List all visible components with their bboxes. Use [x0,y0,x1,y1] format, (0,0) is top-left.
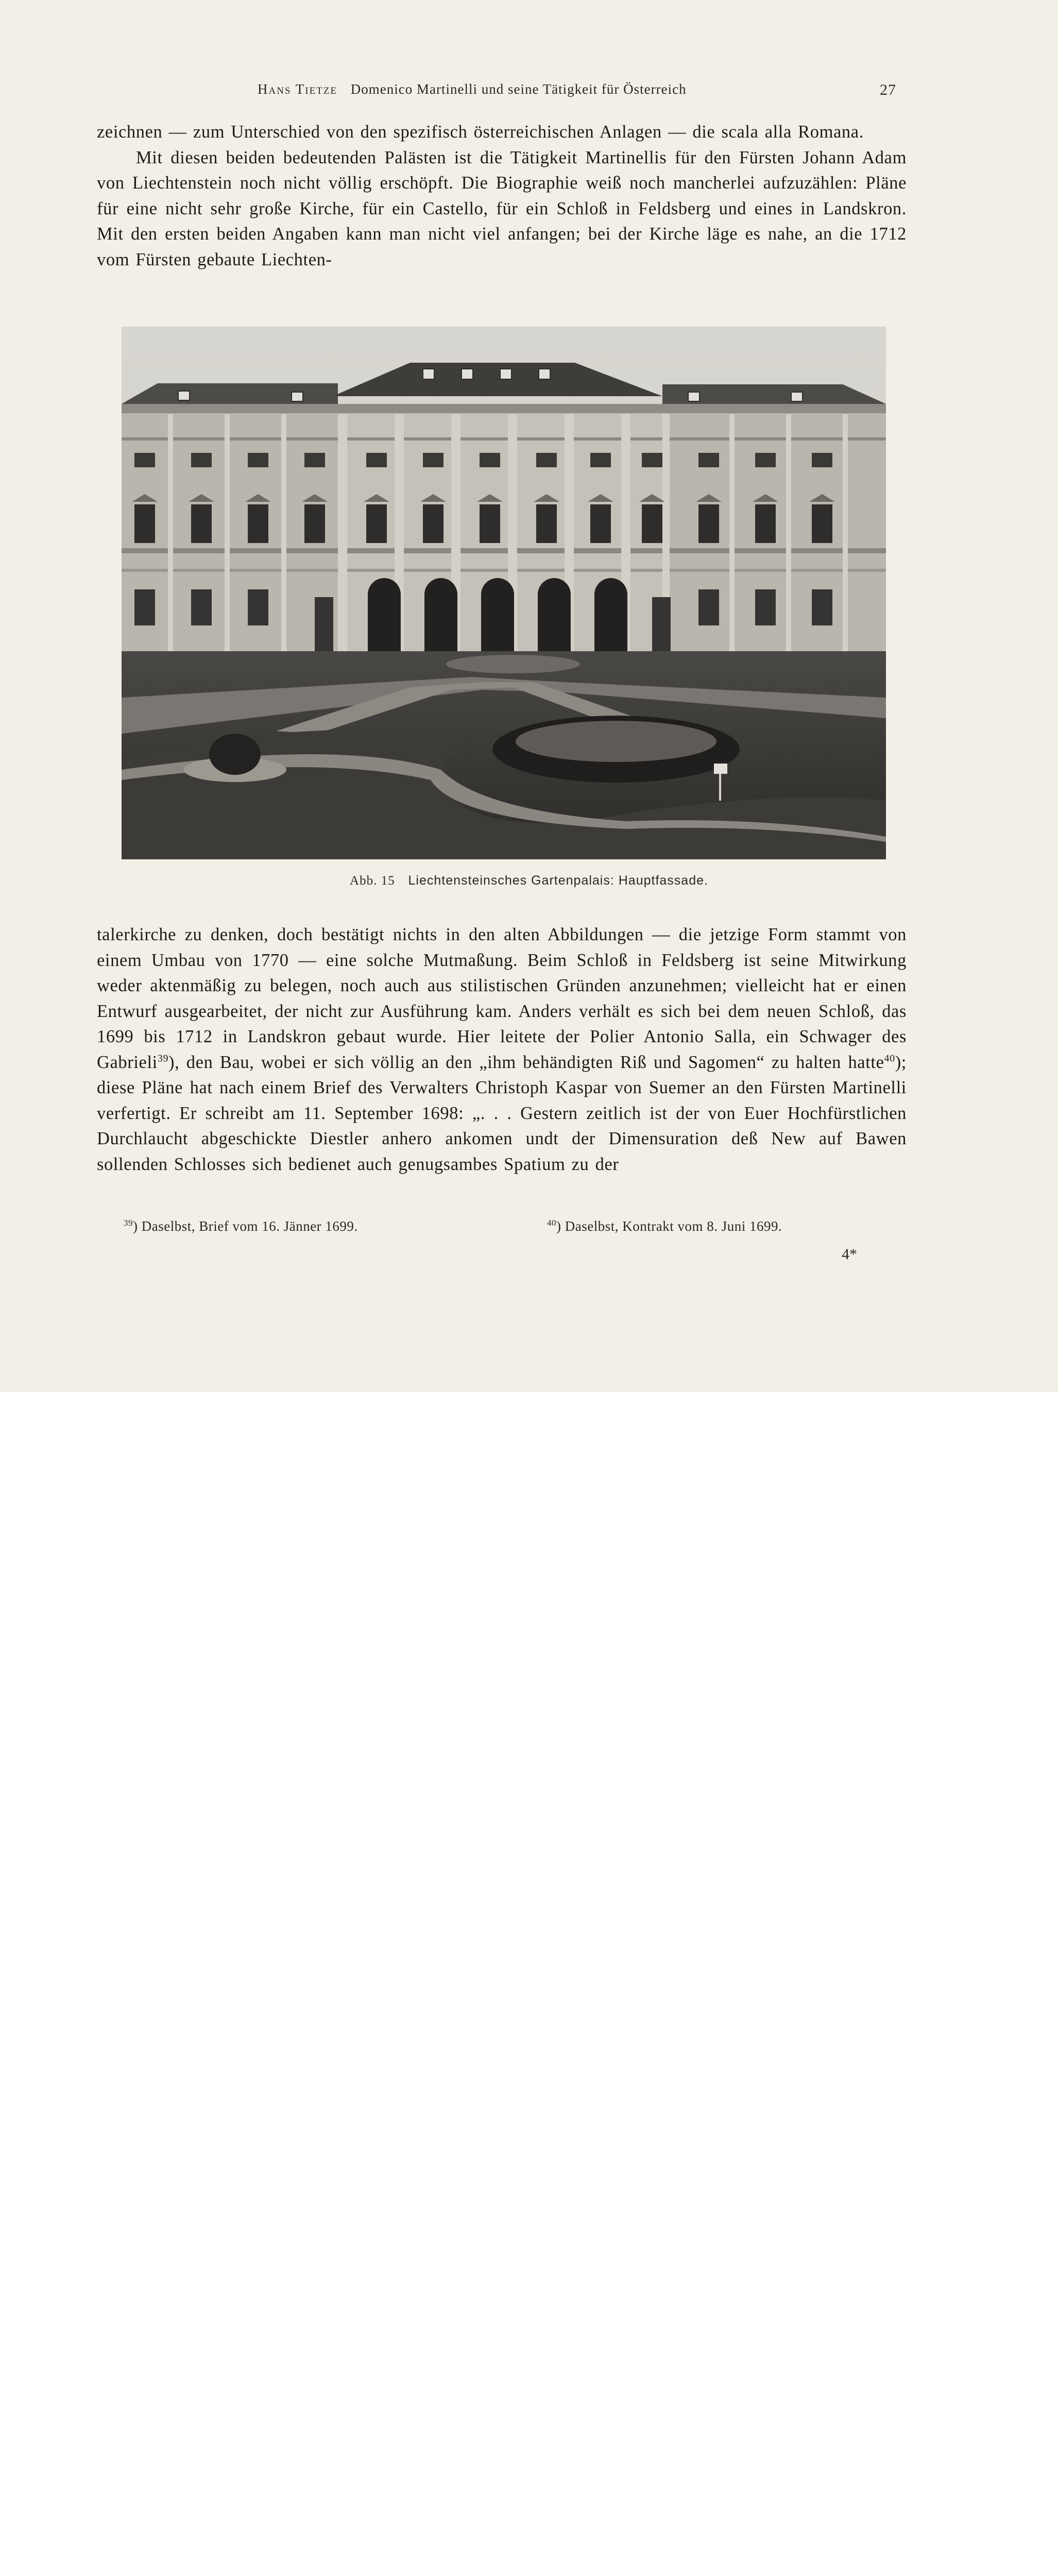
figure-caption [0,873,1058,888]
body-text-bottom [97,922,907,1177]
footnote-39 [124,1218,358,1234]
palace-facade-photo [122,327,886,859]
paragraph-text-1: talerkirche zu denken, doch bestätigt nichts in den alten Abbildungen — die jetzige Form stammt von einem Umbau von 1770 — eine solche Mutmaßung. Beim Schloß in Feldsberg ist seine Mitwirkung weder aktenmäßig zu belegen, noch auch aus stilistischen Gründen anzunehmen; vielleicht hat er einen Entwurf ausgearbeitet, der nicht zur Ausführung kam. Anders verhält es sich bei dem neuen Schloß, das 1699 bis 1712 in Landskron gebaut wurde. Hier leitete der Polier Antonio Salla, ein Schwager des Gabrieli [97,925,907,1072]
paragraph [97,922,907,1177]
library-footer [0,1391,1058,1466]
footnote-ref-40: 40 [884,1053,895,1064]
paragraph: Mit diesen beiden bedeutenden Palästen ist die Tätigkeit Martinellis für den Fürsten Johann Adam von Liechtenstein noch nicht völlig erschöpft. Die Biographie weiß noch mancherlei aufzuzählen: Pläne für eine nicht sehr große Kirche, für ein Castello, für ein Schloß in Feldsberg und eines in Landskron. Mit den ersten beiden Angaben kann man nicht viel anfangen; bei der Kirche läge es nahe, an die 1712 vom Fürsten gebaute Liechten- [97,147,907,269]
footnote-number: 40 [547,1218,556,1228]
signature-mark: 4* [842,1246,857,1263]
footnote-text: ) Daselbst, Kontrakt vom 8. Juni 1699. [556,1218,782,1234]
figure-label: Abb. 15 [350,874,395,888]
figure-photograph [122,327,886,859]
paragraph-text-2: ), den Bau, wobei er sich völlig an den „ihm behändigten Riß und Sagomen“ zu halten hatte [168,1052,884,1072]
footnote-ref-39: 39 [157,1053,169,1064]
body-text-top [97,120,907,273]
footnote-text: ) Daselbst, Brief vom 16. Jänner 1699. [133,1218,358,1234]
running-head-author: Hans Tietze [258,81,338,97]
page-number: 27 [880,81,896,98]
footnote-number: 39 [124,1218,133,1228]
paragraph-text-3: ); diese Pläne hat nach einem Brief des Verwalters Christoph Kaspar von Suemer an den Fürsten Martinelli verfertigt. Er schreibt am 11. September 1698: „. . . Gestern zeitlich ist der von Euer Hochfürstlichen Durchlaucht abgeschickte Diestler anhero ankomen undt der Dimensuration deß New auf Bawen sollenden Schlosses sich bedienet auch genugsambes Spatium zu der [97,1052,907,1174]
paragraph-continuation: zeichnen — zum Unterschied von den spezifisch österreichischen Anlagen — die scala alla Romana. [97,122,864,142]
running-head-title: Domenico Martinelli und seine Tätigkeit für Österreich [350,81,687,97]
figure-caption-text: Liechtensteinsches Gartenpalais: Hauptfassade. [408,873,708,888]
footnote-40 [547,1218,782,1234]
running-head [258,81,896,97]
